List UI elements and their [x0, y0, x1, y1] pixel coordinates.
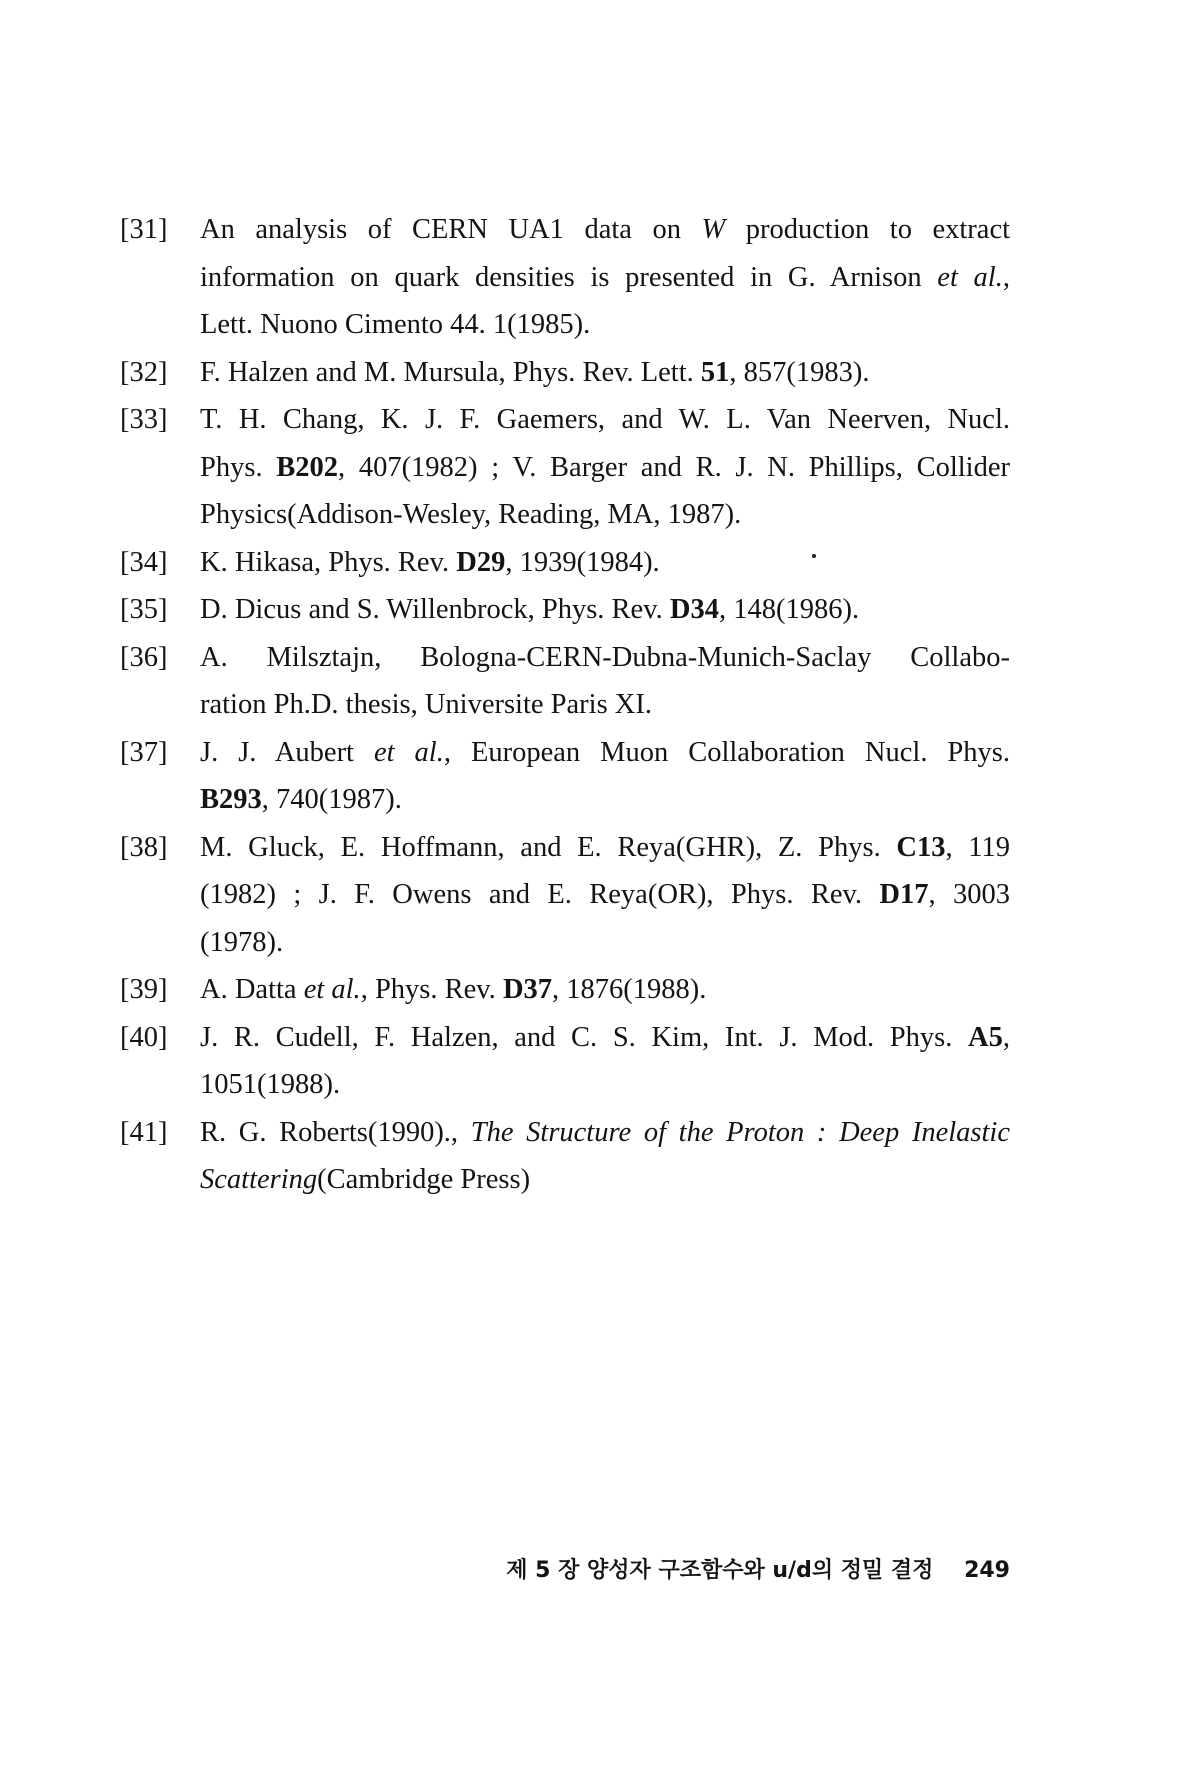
volume-number: D34	[669, 594, 719, 625]
volume-number: 51	[700, 356, 730, 388]
reference-number: [40]	[120, 1021, 168, 1053]
reference-number: [31]	[120, 214, 168, 245]
volume-number: B202	[276, 451, 339, 483]
volume-number: D29	[456, 546, 506, 578]
reference-item	[120, 634, 1010, 729]
page-footer	[470, 1553, 1010, 1584]
reference-line	[200, 396, 1010, 444]
italic-text: W	[701, 214, 726, 245]
reference-text: ,	[1002, 261, 1010, 293]
reference-number: [34]	[120, 546, 168, 578]
volume-number: B293	[200, 784, 262, 815]
reference-text: J. J. Aubert	[200, 736, 374, 768]
italic-text: Scattering	[200, 1164, 318, 1195]
reference-item	[120, 539, 1010, 587]
reference-text: F. Halzen and M. Mursula, Phys. Rev. Lett.	[200, 356, 701, 388]
reference-text: Physics(Addison-Wesley, Reading, MA, 1987).	[200, 499, 742, 530]
reference-line	[200, 824, 1010, 872]
reference-item	[120, 1014, 1010, 1109]
reference-item	[120, 729, 1010, 824]
reference-text: A. Milsztajn, Bologna-CERN-Dubna-Munich-Saclay Collabo-	[200, 641, 1010, 673]
reference-line	[200, 1061, 1010, 1109]
reference-text: Phys.	[200, 451, 277, 483]
reference-number: [33]	[120, 404, 168, 435]
reference-text: , European Muon Collaboration Nucl. Phys.	[443, 736, 1010, 768]
chapter-title: 제 5 장 양성자 구조함수와 u/d의 정밀 결정	[506, 1558, 934, 1583]
reference-text: D. Dicus and S. Willenbrock, Phys. Rev.	[200, 594, 670, 625]
reference-text: J. R. Cudell, F. Halzen, and C. S. Kim, Int. J. Mod. Phys.	[200, 1021, 969, 1053]
volume-number: D37	[502, 974, 553, 1005]
reference-text: , 1939(1984).	[505, 546, 660, 578]
reference-text: production to extract	[725, 214, 1011, 245]
reference-text: ,	[1002, 1021, 1010, 1053]
reference-text: , 148(1986).	[718, 594, 860, 625]
reference-line	[200, 966, 1010, 1014]
reference-line	[200, 301, 1010, 349]
reference-item	[120, 586, 1010, 634]
reference-number: [32]	[120, 356, 168, 388]
reference-text: K. Hikasa, Phys. Rev.	[200, 546, 457, 578]
reference-list	[120, 206, 1011, 1204]
reference-item	[120, 396, 1010, 539]
reference-text: ration Ph.D. thesis, Universite Paris XI.	[200, 689, 652, 720]
italic-text: et al.	[937, 261, 1003, 293]
reference-number: [36]	[120, 641, 168, 673]
reference-line	[200, 491, 1010, 539]
reference-item	[120, 1109, 1010, 1204]
reference-text: , Phys. Rev.	[360, 974, 503, 1005]
reference-text: (Cambridge Press)	[317, 1164, 531, 1195]
reference-number: [41]	[120, 1116, 168, 1148]
reference-line	[200, 1109, 1010, 1157]
reference-line	[200, 349, 1010, 397]
reference-item	[120, 824, 1010, 967]
reference-text: 1051(1988).	[200, 1069, 341, 1100]
reference-item	[120, 966, 1010, 1014]
reference-number: [37]	[120, 736, 168, 768]
reference-line	[200, 586, 1010, 634]
reference-number: [39]	[120, 974, 168, 1005]
reference-text: , 119	[945, 831, 1010, 863]
reference-line	[200, 871, 1010, 919]
reference-text: , 3003	[928, 879, 1010, 910]
italic-text: et al.	[373, 736, 444, 768]
reference-text: , 1876(1988).	[552, 974, 707, 1005]
reference-line	[200, 1156, 1010, 1204]
reference-number: [35]	[120, 594, 168, 625]
reference-text: , 857(1983).	[729, 356, 870, 388]
reference-line	[200, 634, 1010, 682]
reference-line	[200, 1014, 1010, 1062]
reference-line	[200, 539, 1010, 587]
reference-item	[120, 206, 1011, 349]
reference-text: , 407(1982) ; V. Barger and R. J. N. Phillips, Collider	[338, 451, 1010, 483]
stray-dot	[812, 554, 816, 558]
reference-item	[120, 349, 1010, 397]
reference-line	[200, 681, 1010, 729]
italic-text: The Structure of the Proton : Deep Inelastic	[470, 1116, 1010, 1148]
reference-text: (1982) ; J. F. Owens and E. Reya(OR), Phys. Rev.	[200, 879, 880, 910]
reference-text: T. H. Chang, K. J. F. Gaemers, and W. L. Van Neerven, Nucl.	[200, 404, 1010, 435]
reference-line	[200, 776, 1010, 824]
volume-number: A5	[968, 1021, 1003, 1053]
reference-line	[200, 444, 1010, 492]
reference-line	[200, 206, 1010, 254]
reference-text: (1978).	[200, 926, 284, 958]
reference-line	[200, 919, 1010, 967]
volume-number: C13	[896, 831, 946, 863]
reference-line	[200, 729, 1010, 777]
reference-text: , 740(1987).	[261, 784, 402, 815]
reference-text: An analysis of CERN UA1 data on	[200, 214, 702, 245]
page-number: 249	[964, 1558, 1010, 1583]
reference-text: Lett. Nuono Cimento 44. 1(1985).	[200, 309, 591, 340]
volume-number: D17	[879, 879, 929, 910]
reference-text: A. Datta	[200, 974, 304, 1005]
italic-text: et al.	[303, 974, 361, 1005]
reference-number: [38]	[120, 831, 168, 863]
reference-text: information on quark densities is presented in G. Arnison	[200, 261, 938, 293]
reference-text: M. Gluck, E. Hoffmann, and E. Reya(GHR), Z. Phys.	[200, 831, 897, 863]
reference-text: R. G. Roberts(1990).,	[200, 1116, 471, 1148]
reference-line	[200, 254, 1010, 302]
